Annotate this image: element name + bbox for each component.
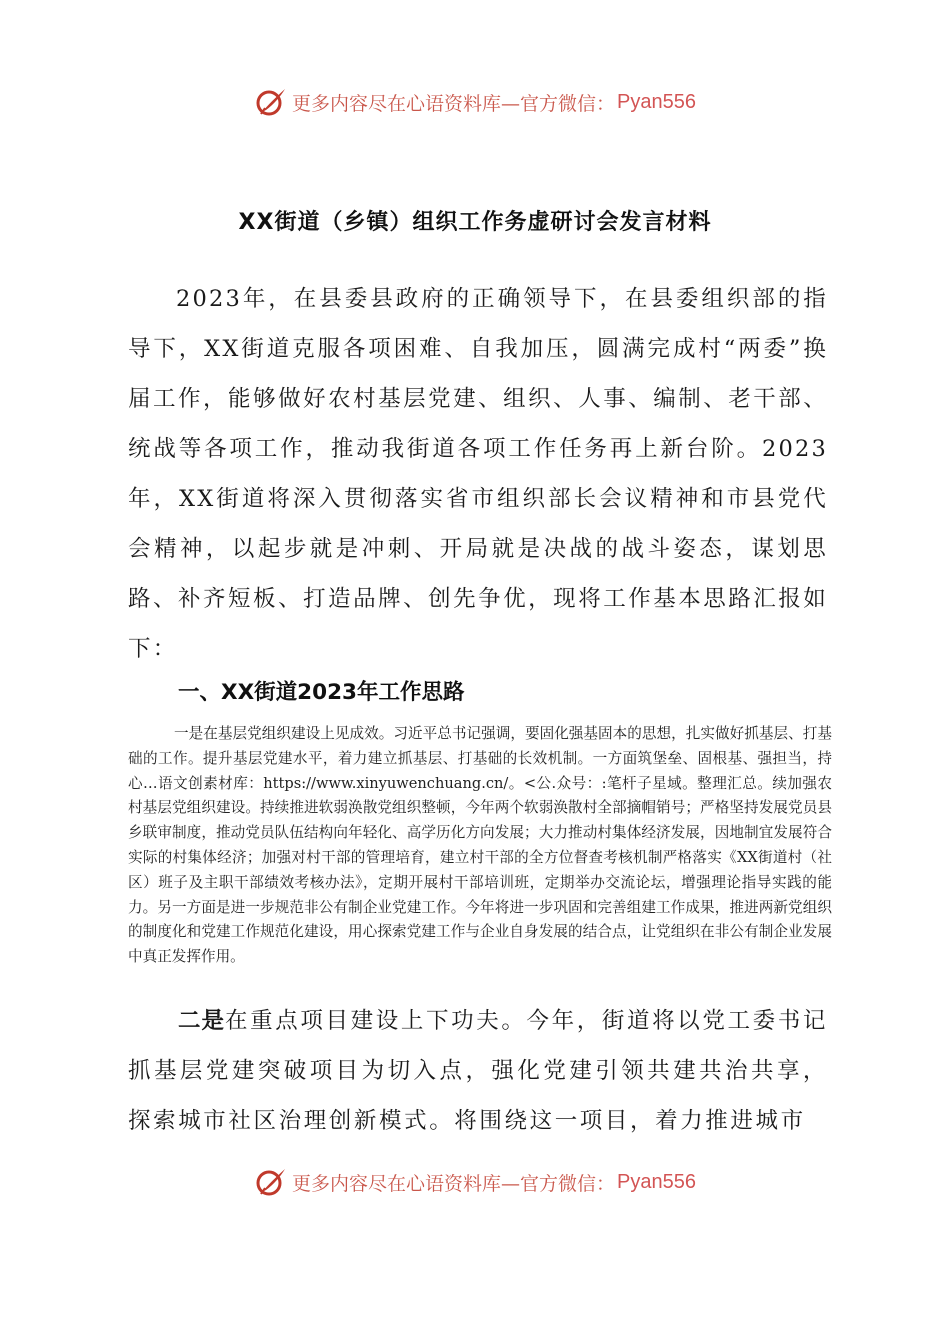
quill-logo-icon bbox=[254, 1165, 288, 1199]
banner-text: 更多内容尽在心语资料库—官方微信： bbox=[292, 1172, 616, 1195]
document-title: XX街道（乡镇）组织工作务虚研讨会发言材料 bbox=[238, 210, 712, 235]
banner-wechat-id: Pyan556 bbox=[617, 90, 696, 113]
section-heading: 一、XX街道2023年工作思路 bbox=[178, 680, 465, 705]
point-two-text: 在重点项目建设上下功夫。今年，街道将以党工委书记抓基层党建突破项目为切入点，强化党建引领共建共治共享，探索城市社区治理创新模式。将围绕这一项目，着力推进城市 bbox=[128, 1008, 828, 1134]
point-two-lead: 二是 bbox=[178, 1008, 226, 1034]
intro-paragraph: 2023年，在县委县政府的正确领导下，在县委组织部的指导下，XX街道克服各项困难、自我加压，圆满完成村“两委”换届工作，能够做好农村基层党建、组织、人事、编制、老干部、统战等各项工作，推动我街道各项工作任务再上新台阶。2023年，XX街道将深入贯彻落实省市组织部长会议精神和市县党代会精神，以起步就是冲刺、开局就是决战的战斗姿态，谋划思路、补齐短板、打造品牌、创先争优，现将工作基本思路汇报如下： bbox=[128, 286, 828, 662]
point-two-paragraph bbox=[128, 996, 828, 1146]
quill-logo-icon bbox=[254, 85, 288, 119]
banner-text: 更多内容尽在心语资料库—官方微信： bbox=[292, 92, 616, 115]
point-one-paragraph: 一是在基层党组织建设上见成效。习近平总书记强调，要固化强基固本的思想，扎实做好抓基层、打基础的工作。提升基层党建水平，着力建立抓基层、打基础的长效机制。一方面筑堡垒、固根基、强担当，持心…语文创素材库：https://www.xinyuwenchuang.cn/。<公.众号：:笔杆子星域。整理汇总。续加强农村基层党组织建设。持续推进软弱涣散党组织整顿，今年两个软弱涣散村全部摘帽销号；严格坚持发展党员县乡联审制度，推动党员队伍结构向年轻化、高学历化方向发展；大力推动村集体经济发展，因地制宜发展符合实际的村集体经济；加强对村干部的管理培育，建立村干部的全方位督查考核机制严格落实《XX街道村（社区）班子及主职干部绩效考核办法》，定期开展村干部培训班，定期举办交流论坛，增强理论指导实践的能力。另一方面是进一步规范非公有制企业党建工作。今年将进一步巩固和完善组建工作成果，推进两新党组织的制度化和党建工作规范化建设，用心探索党建工作与企业自身发展的结合点，让党组织在非公有制企业发展中真正发挥作用。 bbox=[128, 725, 832, 966]
banner-wechat-id: Pyan556 bbox=[617, 1170, 696, 1193]
footer-watermark-banner bbox=[0, 1162, 950, 1202]
header-watermark-banner bbox=[0, 82, 950, 122]
